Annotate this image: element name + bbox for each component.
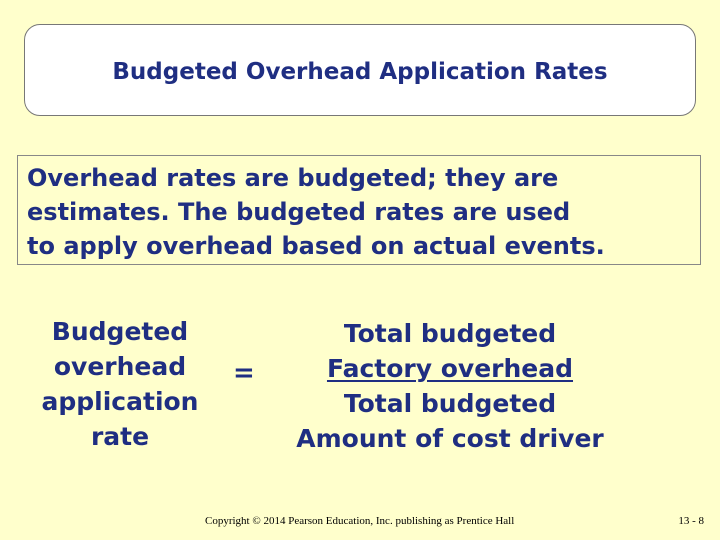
formula-left-line-4: rate bbox=[90, 422, 150, 451]
formula-right-side bbox=[265, 316, 635, 456]
intro-box bbox=[17, 155, 701, 265]
numerator-line-2: Factory overhead bbox=[326, 354, 574, 383]
formula-left-line-2: overhead bbox=[53, 352, 187, 381]
formula-left-line-1: Budgeted bbox=[51, 317, 189, 346]
intro-line-1: Overhead rates are budgeted; they are bbox=[27, 164, 559, 192]
intro-line-2: estimates. The budgeted rates are used bbox=[27, 198, 571, 226]
intro-text bbox=[27, 161, 699, 263]
slide-number: 13 - 8 bbox=[678, 515, 704, 527]
numerator-line-1: Total budgeted bbox=[343, 319, 557, 348]
denominator-line-2: Amount of cost driver bbox=[296, 424, 604, 453]
title-box bbox=[24, 24, 696, 116]
denominator-line-1: Total budgeted bbox=[343, 389, 557, 418]
formula-left-line-3: application bbox=[41, 387, 199, 416]
equals-sign: = bbox=[233, 358, 255, 388]
copyright-text: Copyright © 2014 Pearson Education, Inc. publishing as Prentice Hall bbox=[205, 515, 515, 527]
slide-title: Budgeted Overhead Application Rates bbox=[112, 59, 608, 85]
intro-line-3: to apply overhead based on actual events. bbox=[27, 232, 605, 260]
formula-left-side bbox=[20, 314, 220, 454]
